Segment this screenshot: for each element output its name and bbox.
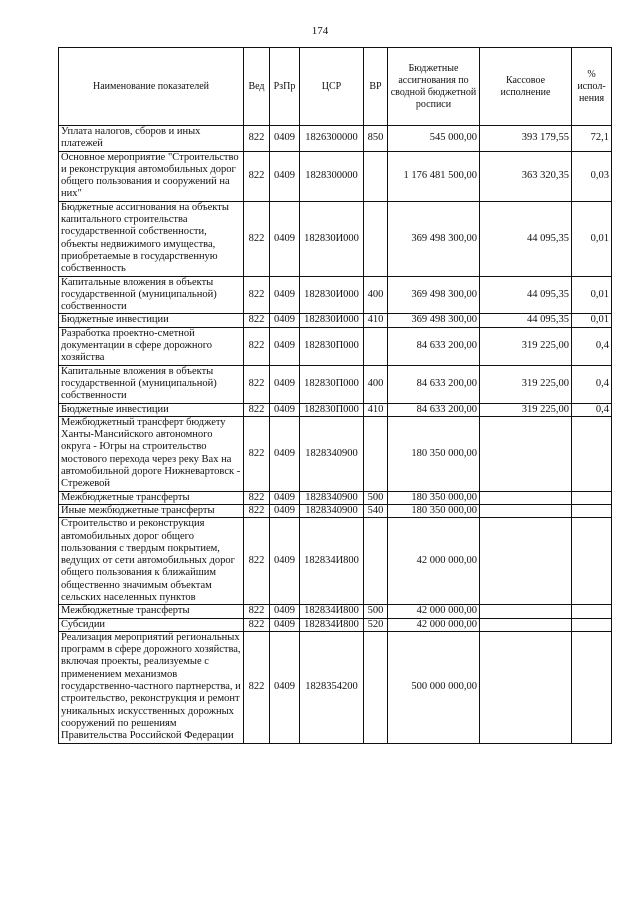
cell-pct: 0,01	[572, 276, 612, 314]
cell-rzpr: 0409	[270, 151, 300, 201]
cell-pct: 0,03	[572, 151, 612, 201]
cell-rzpr: 0409	[270, 403, 300, 416]
cell-cash: 319 225,00	[480, 365, 572, 403]
cell-budget: 1 176 481 500,00	[388, 151, 480, 201]
cell-ved: 822	[244, 605, 270, 618]
table-row	[59, 276, 612, 314]
table-row	[59, 365, 612, 403]
cell-cash: 44 095,35	[480, 201, 572, 276]
cell-vr: 540	[364, 504, 388, 517]
cell-vr	[364, 518, 388, 605]
cell-csr: 182830П000	[300, 365, 364, 403]
cell-vr: 400	[364, 365, 388, 403]
cell-cash	[480, 618, 572, 631]
cell-name: Основное мероприятие "Строительство и реконструкция автомобильных дорог общего пользования и сооружений на них"	[59, 151, 244, 201]
cell-budget: 500 000 000,00	[388, 631, 480, 743]
cell-ved: 822	[244, 126, 270, 152]
cell-vr	[364, 201, 388, 276]
cell-vr	[364, 416, 388, 491]
header-csr: ЦСР	[300, 48, 364, 126]
cell-budget: 369 498 300,00	[388, 276, 480, 314]
cell-pct: 0,4	[572, 403, 612, 416]
table-row	[59, 605, 612, 618]
cell-name: Реализация мероприятий региональных программ в сфере дорожного хозяйства, включая проекты, реализуемые с применением механизмов государственно-частного партнерства, и строительство, реконструкция и ремонт уникальных искусственных дорожных сооружений по решениям Правительства Российской Федерации	[59, 631, 244, 743]
cell-budget: 180 350 000,00	[388, 416, 480, 491]
page-number: 174	[311, 25, 329, 37]
table-row	[59, 314, 612, 327]
cell-vr: 520	[364, 618, 388, 631]
cell-rzpr: 0409	[270, 618, 300, 631]
cell-name: Бюджетные инвестиции	[59, 314, 244, 327]
table-row	[59, 631, 612, 743]
cell-name: Иные межбюджетные трансферты	[59, 504, 244, 517]
cell-csr: 1828300000	[300, 151, 364, 201]
cell-cash	[480, 416, 572, 491]
cell-pct	[572, 518, 612, 605]
cell-vr	[364, 631, 388, 743]
cell-rzpr: 0409	[270, 365, 300, 403]
cell-cash: 319 225,00	[480, 403, 572, 416]
cell-csr: 1828354200	[300, 631, 364, 743]
cell-pct	[572, 504, 612, 517]
cell-csr: 182834И800	[300, 605, 364, 618]
header-vr: ВР	[364, 48, 388, 126]
cell-cash	[480, 605, 572, 618]
cell-budget: 84 633 200,00	[388, 365, 480, 403]
cell-csr: 1828340900	[300, 491, 364, 504]
cell-csr: 182834И800	[300, 518, 364, 605]
cell-name: Строительство и реконструкция автомобильных дорог общего пользования с твердым покрытием, ведущих от сети автомобильных дорог общего пользования к ближайшим общественно значимым объектам сельских населенных пунктов	[59, 518, 244, 605]
cell-cash: 363 320,35	[480, 151, 572, 201]
cell-pct	[572, 605, 612, 618]
cell-cash	[480, 518, 572, 605]
cell-cash: 44 095,35	[480, 276, 572, 314]
cell-name: Субсидии	[59, 618, 244, 631]
table-row	[59, 518, 612, 605]
cell-vr: 400	[364, 276, 388, 314]
cell-ved: 822	[244, 365, 270, 403]
cell-name: Бюджетные инвестиции	[59, 403, 244, 416]
cell-csr: 1828340900	[300, 416, 364, 491]
cell-vr: 850	[364, 126, 388, 152]
cell-vr: 410	[364, 314, 388, 327]
cell-ved: 822	[244, 201, 270, 276]
cell-pct: 0,01	[572, 314, 612, 327]
cell-pct	[572, 416, 612, 491]
table-row	[59, 416, 612, 491]
cell-name: Уплата налогов, сборов и иных платежей	[59, 126, 244, 152]
header-cash: Кассовое исполнение	[480, 48, 572, 126]
cell-pct: 0,4	[572, 327, 612, 365]
cell-vr: 410	[364, 403, 388, 416]
cell-name: Межбюджетный трансферт бюджету Ханты-Мансийского автономного округа - Югры на строительство мостового перехода через реку Вах на автомобильной дороге Нижневартовск - Стрежевой	[59, 416, 244, 491]
cell-ved: 822	[244, 491, 270, 504]
cell-rzpr: 0409	[270, 491, 300, 504]
cell-vr	[364, 327, 388, 365]
cell-budget: 84 633 200,00	[388, 327, 480, 365]
cell-ved: 822	[244, 403, 270, 416]
cell-cash	[480, 631, 572, 743]
table-row	[59, 327, 612, 365]
cell-rzpr: 0409	[270, 504, 300, 517]
table-row	[59, 618, 612, 631]
cell-csr: 182830И000	[300, 314, 364, 327]
table-row	[59, 491, 612, 504]
cell-ved: 822	[244, 618, 270, 631]
cell-ved: 822	[244, 504, 270, 517]
cell-rzpr: 0409	[270, 276, 300, 314]
header-pct: % испол-нения	[572, 48, 612, 126]
cell-cash: 44 095,35	[480, 314, 572, 327]
cell-ved: 822	[244, 151, 270, 201]
cell-rzpr: 0409	[270, 327, 300, 365]
cell-pct: 72,1	[572, 126, 612, 152]
table-row	[59, 201, 612, 276]
cell-vr: 500	[364, 491, 388, 504]
table-row	[59, 151, 612, 201]
cell-rzpr: 0409	[270, 631, 300, 743]
header-name: Наименование показателей	[59, 48, 244, 126]
cell-budget: 180 350 000,00	[388, 491, 480, 504]
cell-rzpr: 0409	[270, 518, 300, 605]
cell-name: Межбюджетные трансферты	[59, 491, 244, 504]
cell-budget: 42 000 000,00	[388, 605, 480, 618]
cell-csr: 182830И000	[300, 201, 364, 276]
table-row	[59, 504, 612, 517]
cell-csr: 1828340900	[300, 504, 364, 517]
cell-pct: 0,4	[572, 365, 612, 403]
cell-ved: 822	[244, 327, 270, 365]
cell-ved: 822	[244, 314, 270, 327]
table-header-row	[59, 48, 612, 126]
cell-name: Капитальные вложения в объекты государственной (муниципальной) собственности	[59, 365, 244, 403]
cell-rzpr: 0409	[270, 126, 300, 152]
cell-ved: 822	[244, 631, 270, 743]
cell-rzpr: 0409	[270, 416, 300, 491]
cell-budget: 545 000,00	[388, 126, 480, 152]
cell-cash: 393 179,55	[480, 126, 572, 152]
cell-name: Капитальные вложения в объекты государственной (муниципальной) собственности	[59, 276, 244, 314]
cell-csr: 1826300000	[300, 126, 364, 152]
cell-pct	[572, 618, 612, 631]
cell-csr: 182830П000	[300, 327, 364, 365]
cell-cash: 319 225,00	[480, 327, 572, 365]
cell-pct	[572, 491, 612, 504]
cell-ved: 822	[244, 276, 270, 314]
cell-budget: 42 000 000,00	[388, 618, 480, 631]
cell-name: Бюджетные ассигнования на объекты капитального строительства государственной собственности, объекты недвижимого имущества, приобретаемые в государственную собственность	[59, 201, 244, 276]
cell-csr: 182834И800	[300, 618, 364, 631]
table-row	[59, 126, 612, 152]
header-ved: Вед	[244, 48, 270, 126]
cell-cash	[480, 491, 572, 504]
cell-budget: 84 633 200,00	[388, 403, 480, 416]
cell-budget: 180 350 000,00	[388, 504, 480, 517]
header-rzpr: РзПр	[270, 48, 300, 126]
cell-name: Разработка проектно-сметной документации в сфере дорожного хозяйства	[59, 327, 244, 365]
cell-rzpr: 0409	[270, 201, 300, 276]
cell-cash	[480, 504, 572, 517]
cell-csr: 182830И000	[300, 276, 364, 314]
cell-budget: 369 498 300,00	[388, 201, 480, 276]
cell-pct	[572, 631, 612, 743]
header-budget: Бюджетные ассигнования по сводной бюджетной росписи	[388, 48, 480, 126]
cell-rzpr: 0409	[270, 605, 300, 618]
cell-ved: 822	[244, 416, 270, 491]
cell-vr: 500	[364, 605, 388, 618]
cell-budget: 369 498 300,00	[388, 314, 480, 327]
cell-csr: 182830П000	[300, 403, 364, 416]
cell-budget: 42 000 000,00	[388, 518, 480, 605]
cell-vr	[364, 151, 388, 201]
budget-table	[58, 47, 612, 744]
cell-pct: 0,01	[572, 201, 612, 276]
cell-ved: 822	[244, 518, 270, 605]
table-row	[59, 403, 612, 416]
cell-name: Межбюджетные трансферты	[59, 605, 244, 618]
cell-rzpr: 0409	[270, 314, 300, 327]
